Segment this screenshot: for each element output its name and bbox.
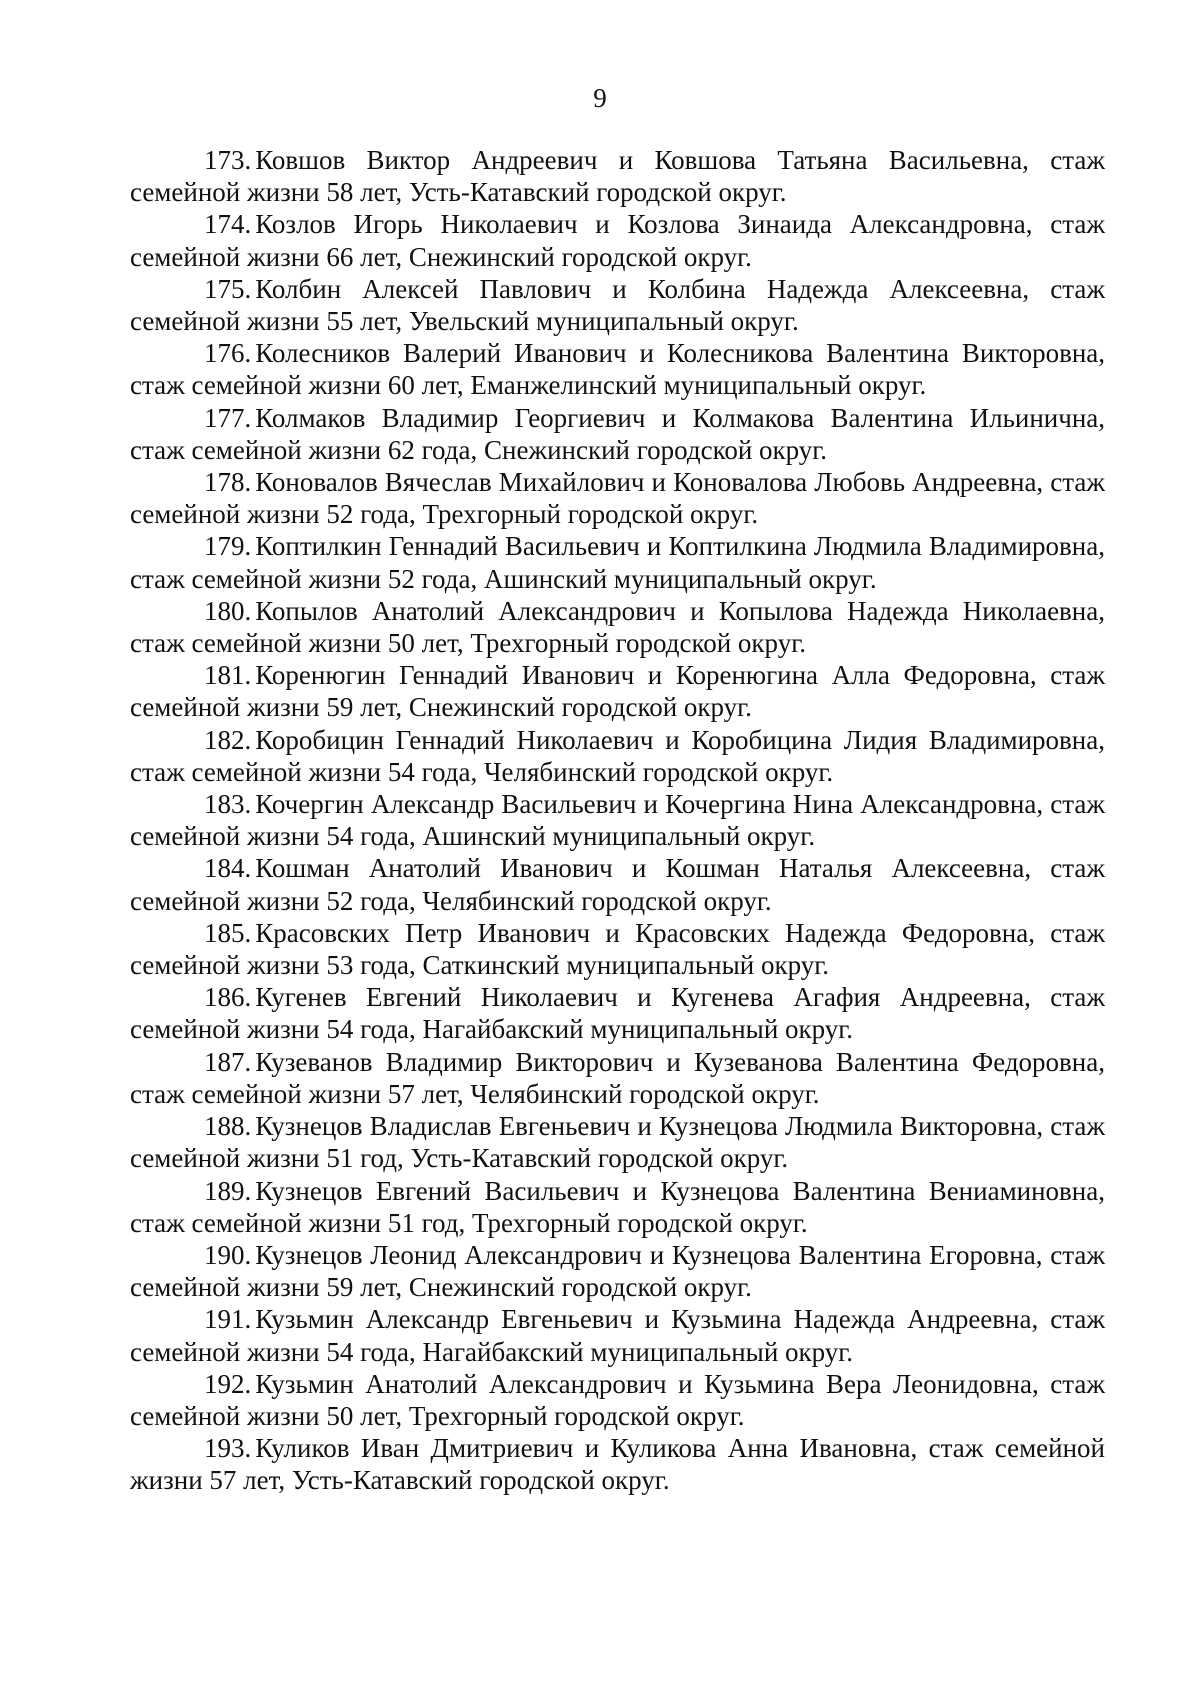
item-number: 173. bbox=[204, 145, 252, 175]
list-item bbox=[130, 788, 1105, 852]
item-text: Красовских Петр Иванович и Красовских Надежда Федоровна, стаж семейной жизни 53 года, Саткинский муниципальный округ. bbox=[130, 917, 1105, 981]
item-text: Колмаков Владимир Георгиевич и Колмакова Валентина Ильинична, стаж семейной жизни 62 года, Снежинский городской округ. bbox=[130, 402, 1105, 465]
item-number: 180. bbox=[204, 595, 252, 626]
award-list bbox=[130, 144, 1105, 1497]
list-item bbox=[130, 1303, 1105, 1367]
item-number: 193. bbox=[204, 1433, 252, 1464]
item-number: 190. bbox=[204, 1239, 252, 1270]
item-text: Коробицин Геннадий Николаевич и Коробицина Лидия Владимировна, стаж семейной жизни 54 года, Челябинский городской округ. bbox=[130, 724, 1105, 787]
item-text: Кузнецов Владислав Евгеньевич и Кузнецова Людмила Викторовна, стаж семейной жизни 51 год, Усть-Катавский городской округ. bbox=[130, 1111, 1105, 1174]
item-number: 184. bbox=[204, 853, 252, 884]
item-text: Коптилкин Геннадий Васильевич и Коптилкина Людмила Владимировна, стаж семейной жизни 52 года, Ашинский муниципальный округ. bbox=[130, 531, 1105, 594]
list-item bbox=[130, 530, 1105, 594]
item-number: 191. bbox=[204, 1304, 252, 1335]
list-item bbox=[130, 208, 1105, 272]
item-number: 183. bbox=[204, 789, 252, 820]
item-text: Кузьмин Анатолий Александрович и Кузьмина Вера Леонидовна, стаж семейной жизни 50 лет, Трехгорный городской округ. bbox=[130, 1368, 1105, 1431]
list-item bbox=[130, 724, 1105, 788]
list-item bbox=[130, 273, 1105, 337]
list-item bbox=[130, 1368, 1105, 1432]
item-text: Кугенев Евгений Николаевич и Кугенева Агафия Андреевна, стаж семейной жизни 54 года, Нагайбакский муниципальный округ. bbox=[130, 982, 1105, 1045]
item-text: Колесников Валерий Иванович и Колесникова Валентина Викторовна, стаж семейной жизни 60 лет, Еманжелинский муниципальный округ. bbox=[130, 338, 1105, 401]
list-item bbox=[130, 402, 1105, 466]
item-text: Ковшов Виктор Андреевич и Ковшова Татьяна Васильевна, стаж семейной жизни 58 лет, Усть-Катавский городской округ. bbox=[130, 145, 1105, 208]
item-text: Куликов Иван Дмитриевич и Куликова Анна Ивановна, стаж семейной жизни 57 лет, Усть-Катавский городской округ. bbox=[130, 1433, 1105, 1496]
item-number: 188. bbox=[204, 1111, 252, 1142]
page-number: 9 bbox=[593, 83, 607, 113]
item-text: Кочергин Александр Васильевич и Кочергина Нина Александровна, стаж семейной жизни 54 года, Ашинский муниципальный округ. bbox=[130, 789, 1105, 852]
item-number: 178. bbox=[204, 467, 252, 498]
list-item bbox=[130, 1239, 1105, 1303]
item-number: 181. bbox=[204, 660, 252, 691]
item-number: 187. bbox=[204, 1046, 252, 1077]
list-item bbox=[130, 337, 1105, 401]
item-number: 185. bbox=[204, 917, 252, 948]
item-text: Копылов Анатолий Александрович и Копылова Надежда Николаевна, стаж семейной жизни 50 лет, Трехгорный городской округ. bbox=[130, 595, 1105, 659]
item-number: 176. bbox=[204, 338, 252, 369]
item-text: Кошман Анатолий Иванович и Кошман Наталья Алексеевна, стаж семейной жизни 52 года, Челябинский городской округ. bbox=[130, 853, 1105, 916]
item-text: Коновалов Вячеслав Михайлович и Коновалова Любовь Андреевна, стаж семейной жизни 52 года, Трехгорный городской округ. bbox=[130, 467, 1105, 530]
item-number: 189. bbox=[204, 1175, 252, 1206]
item-number: 192. bbox=[204, 1368, 252, 1399]
item-number: 179. bbox=[204, 531, 252, 562]
item-text: Козлов Игорь Николаевич и Козлова Зинаида Александровна, стаж семейной жизни 66 лет, Снежинский городской округ. bbox=[130, 209, 1105, 272]
item-number: 186. bbox=[204, 982, 252, 1013]
item-text: Кузьмин Александр Евгеньевич и Кузьмина Надежда Андреевна, стаж семейной жизни 54 года, Нагайбакский муниципальный округ. bbox=[130, 1304, 1105, 1367]
item-number: 174. bbox=[204, 209, 252, 240]
list-item bbox=[130, 1046, 1105, 1110]
list-item bbox=[130, 659, 1105, 723]
list-item bbox=[130, 917, 1105, 981]
list-item bbox=[130, 595, 1105, 659]
list-item bbox=[130, 144, 1105, 208]
item-number: 177. bbox=[204, 402, 252, 433]
item-number: 175. bbox=[204, 273, 252, 304]
item-text: Кузнецов Леонид Александрович и Кузнецова Валентина Егоровна, стаж семейной жизни 59 лет, Снежинский городской округ. bbox=[130, 1239, 1105, 1303]
list-item bbox=[130, 1175, 1105, 1239]
item-text: Кузнецов Евгений Васильевич и Кузнецова Валентина Вениаминовна, стаж семейной жизни 51 год, Трехгорный городской округ. bbox=[130, 1175, 1105, 1238]
item-number: 182. bbox=[204, 724, 252, 755]
list-item bbox=[130, 852, 1105, 916]
list-item bbox=[130, 981, 1105, 1045]
list-item bbox=[130, 1110, 1105, 1174]
item-text: Коренюгин Геннадий Иванович и Коренюгина Алла Федоровна, стаж семейной жизни 59 лет, Снежинский городской округ. bbox=[130, 660, 1105, 723]
list-item bbox=[130, 1432, 1105, 1496]
list-item bbox=[130, 466, 1105, 530]
item-text: Колбин Алексей Павлович и Колбина Надежда Алексеевна, стаж семейной жизни 55 лет, Увельский муниципальный округ. bbox=[130, 273, 1105, 337]
item-text: Кузеванов Владимир Викторович и Кузеванова Валентина Федоровна, стаж семейной жизни 57 лет, Челябинский городской округ. bbox=[130, 1046, 1105, 1109]
